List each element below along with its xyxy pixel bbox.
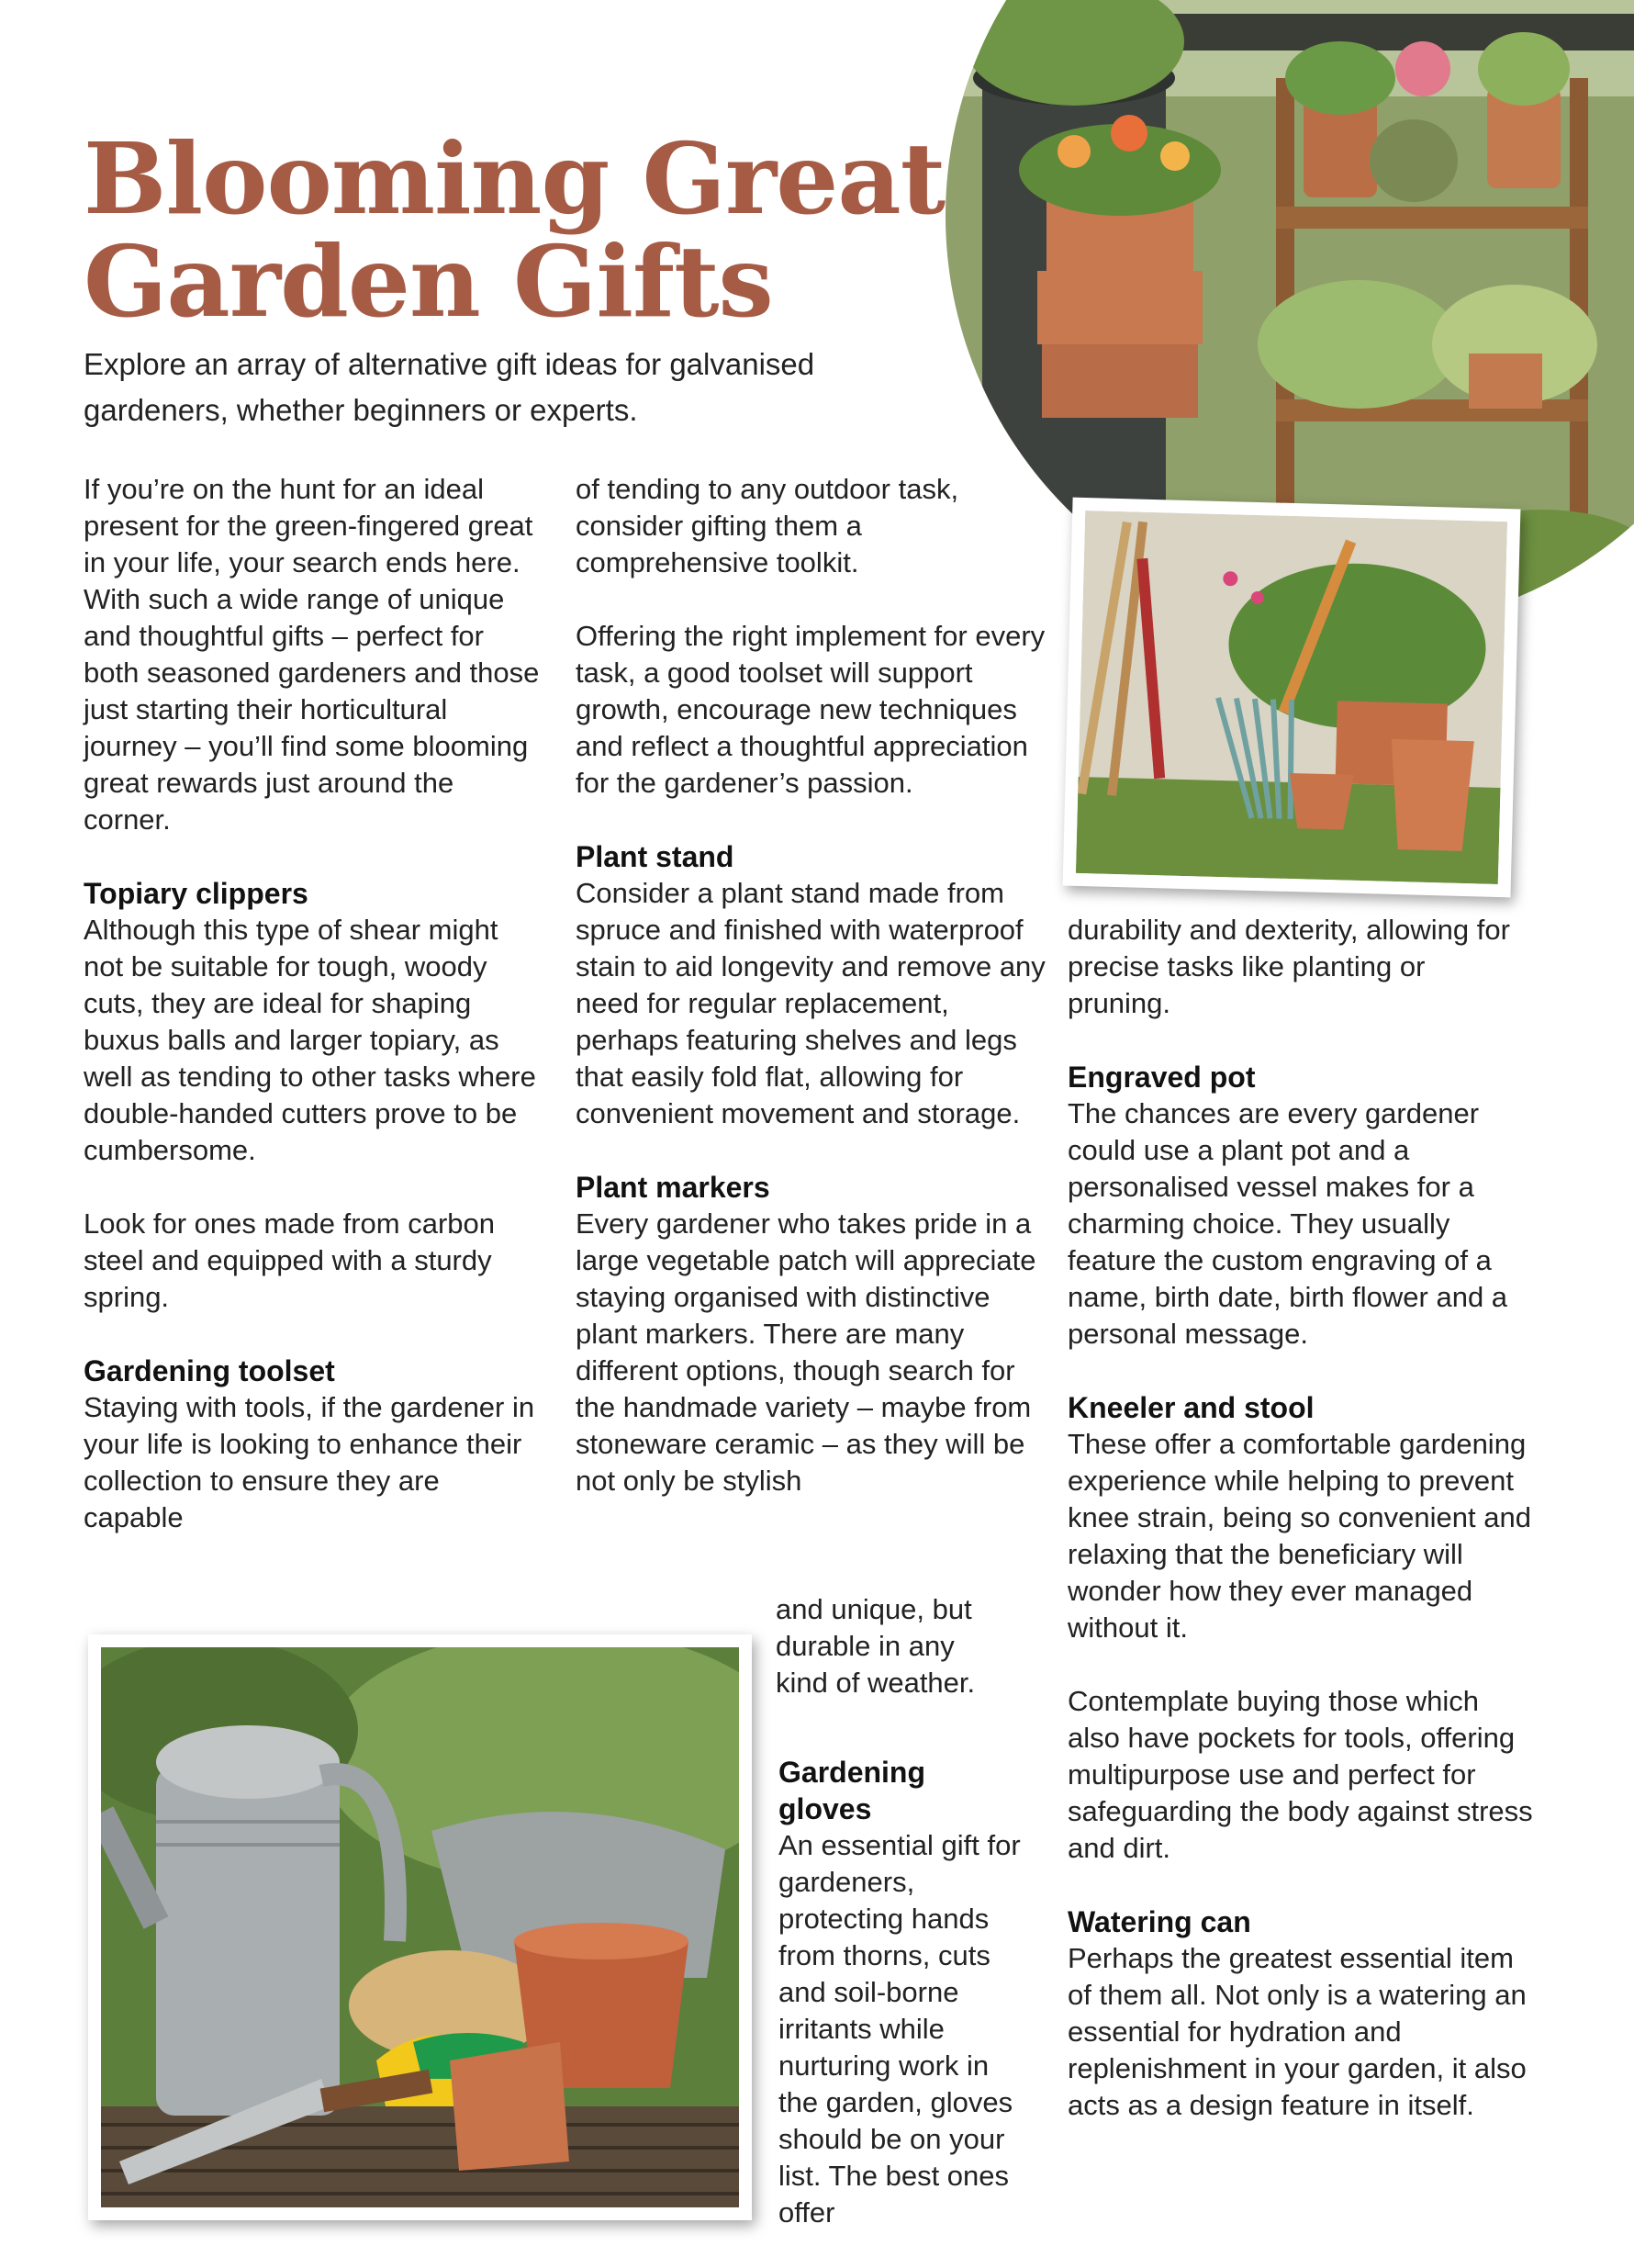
article-title (84, 122, 946, 340)
column-2-narrow (776, 1591, 1014, 1738)
plant-stand-paragraph: Consider a plant stand made from spruce and finished with waterproof stain to aid longevity and remove any need for regular replacement, perhaps featuring shelves and legs that easily fold flat, allowing for convenient movement and storage. (576, 877, 1046, 1129)
column-1 (84, 471, 543, 1573)
heading-kneeler-and-stool: Kneeler and stool (1068, 1391, 1315, 1424)
watering-can-paragraph: Perhaps the greatest essential item of them all. Not only is a watering an essential for hydration and replenishment in your garden, it also acts as a design feature in itself. (1068, 1942, 1527, 2121)
heading-engraved-pot: Engraved pot (1068, 1061, 1256, 1094)
watering-can-photo (88, 1634, 752, 2220)
kneeler-paragraph-1: These offer a comfortable gardening experience while helping to prevent knee strain, being so convenient and relaxing that the beneficiary will wonder how they ever managed without it. (1068, 1428, 1531, 1644)
engraved-pot-paragraph: The chances are every gardener could use a plant pot and a personalised vessel makes for a charming choice. They usually feature the custom engraving of a name, birth date, birth flower and a personal message. (1068, 1097, 1508, 1350)
column-2 (576, 471, 1053, 1536)
garden-tools-photo (1063, 498, 1521, 898)
article-intro: Explore an array of alternative gift ideas for galvanised gardeners, whether beginners or experts. (84, 347, 815, 427)
gloves-continued: durability and dexterity, allowing for precise tasks like planting or pruning. (1068, 914, 1510, 1019)
gloves-paragraph: An essential gift for gardeners, protecting hands from thorns, cuts and soil-borne irritants while nurturing work in the garden, gloves should be on your list. The best ones offer (778, 1829, 1021, 2229)
heading-plant-markers: Plant markers (576, 1171, 770, 1204)
kneeler-paragraph-2: Contemplate buying those which also have pockets for tools, offering multipurpose use and perfect for safeguarding the body against stress and dirt. (1068, 1685, 1533, 1864)
heading-gardening-toolset: Gardening toolset (84, 1354, 335, 1387)
column-3 (1068, 912, 1536, 2161)
column-2-gloves (778, 1754, 1026, 2268)
plant-markers-paragraph: Every gardener who takes pride in a large vegetable patch will appreciate staying organised with distinctive plant markers. There are many different options, though search for the handmade variety – maybe from stoneware ceramic – as they will be not only be stylish (576, 1207, 1036, 1497)
heading-gardening-gloves: Gardening gloves (778, 1756, 926, 1825)
title-line-2: Garden Gifts (84, 225, 773, 340)
topiary-paragraph-2: Look for ones made from carbon steel and equipped with a sturdy spring. (84, 1207, 496, 1313)
toolset-paragraph-2: Offering the right implement for every task, a good toolset will support growth, encourage new techniques and reflect a thoughtful appreciation for the gardener’s passion. (576, 620, 1046, 799)
title-line-1: Blooming Great (84, 122, 946, 237)
heading-watering-can: Watering can (1068, 1905, 1251, 1938)
intro-paragraph: If you’re on the hunt for an ideal present for the green-fingered great in your life, your search ends here. With such a wide range of unique and thoughtful gifts – perfect for both seasoned gardeners and those just starting their horticultural journey – you’ll find some blooming great rewards just around the corner. (84, 473, 540, 836)
heading-topiary-clippers: Topiary clippers (84, 877, 308, 910)
heading-plant-stand: Plant stand (576, 840, 734, 873)
plant-markers-continued: and unique, but durable in any kind of weather. (776, 1593, 976, 1699)
topiary-paragraph-1: Although this type of shear might not be suitable for tough, woody cuts, they are ideal for shaping buxus balls and larger topiary, as well as tending to other tasks where double-handed cutters prove to be cumbersome. (84, 914, 536, 1166)
toolset-continued: of tending to any outdoor task, consider gifting them a comprehensive toolkit. (576, 473, 959, 578)
toolset-paragraph-1: Staying with tools, if the gardener in your life is looking to enhance their collection to ensure they are capable (84, 1391, 535, 1533)
